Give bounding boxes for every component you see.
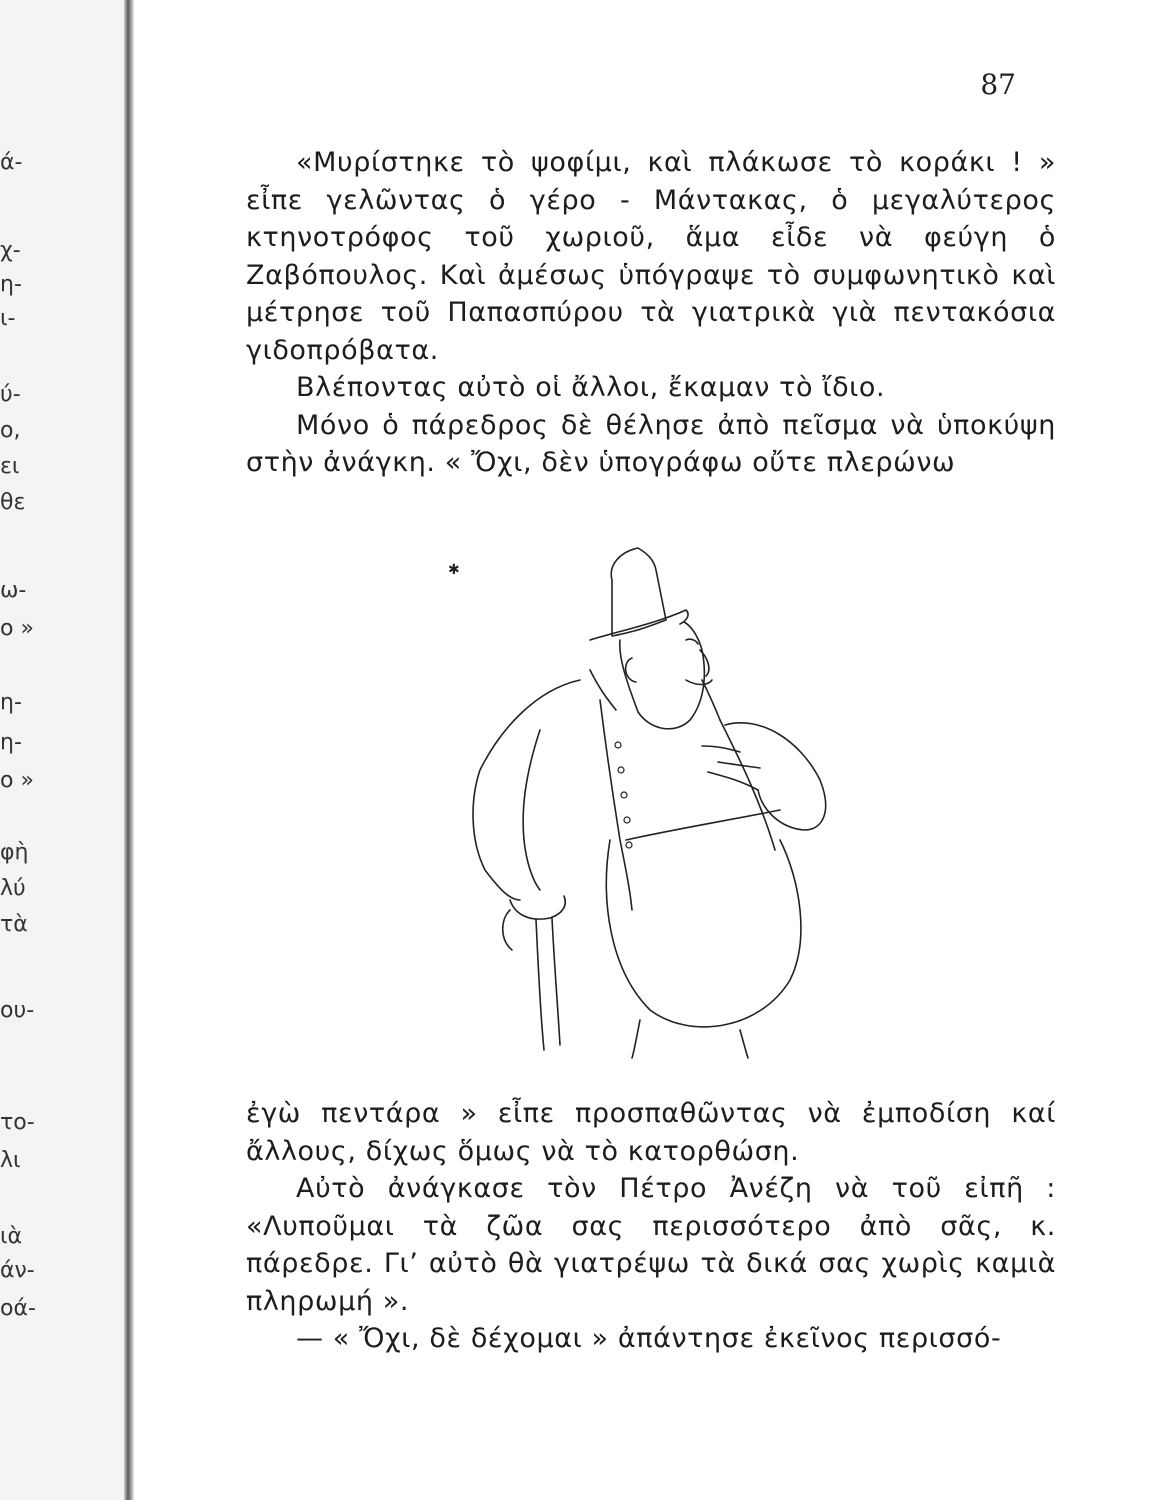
paragraph: Μόνο ὁ πάρεδρος δὲ θέλησε ἀπὸ πεῖσμα νὰ ὑποκύψη στὴν ἀνάγκη. « Ὄχι, δὲν ὑπογράφω οὔτε πλερώνω [246,409,1056,478]
cane [536,918,560,1050]
waist-line [626,810,780,840]
paragraph: ἐγὼ πεντάρα » εἶπε προσπαθῶντας νὰ ἐμποδίση καί ἄλλους, δίχως ὅμως νὰ τὸ κατορθώση. [246,1098,1056,1167]
eye [686,639,698,644]
right-hand [702,746,760,790]
margin-fragment: άν- [0,1258,35,1283]
ink-speck: ✱ [448,562,460,578]
ear [626,658,636,682]
margin-fragment: ο, [0,418,21,443]
margin-fragment: θε [0,490,26,515]
right-arm [725,723,826,830]
collar [590,670,720,720]
margin-fragment: ο » [0,616,34,641]
margin-fragment: χ- [0,238,21,263]
left-arm [473,680,580,900]
margin-fragment: λι [0,1148,21,1173]
left-arm-inner [523,730,540,890]
mustache [686,680,712,685]
margin-fragment: η- [0,730,22,755]
margin-fragment: ι- [0,306,16,331]
margin-fragment: ο » [0,768,34,793]
margin-fragment: τὰ [0,912,28,937]
margin-fragment: το- [0,1110,35,1135]
paragraph: «Μυρίστηκε τὸ ψοφίμι, καὶ πλάκωσε τὸ κοράκι ! » εἶπε γελῶντας ὁ γέρο - Μάντακας, ὁ μεγαλύτερος κτηνοτρόφος τοῦ χωριοῦ, ἅμα εἶδε νὰ φεύγη ὁ Ζαβόπουλος. Καὶ ἀμέσως ὑπόγραψε τὸ συμφωνητικὸ καὶ μέτρησε τοῦ Παπασπύρου τὰ γιατρικὰ γιὰ πεντακόσια γιδοπρόβατα. [246,147,1056,366]
book-binding-edge [124,0,134,1500]
bottom-text-block [246,1095,1056,1358]
top-text-block [246,144,1056,482]
margin-fragment: ου- [0,998,35,1023]
margin-fragment: ω- [0,578,27,603]
paragraph: Βλέποντας αὐτὸ οἱ ἄλλοι, ἔκαμαν τὸ ἴδιο. [296,372,886,403]
margin-fragment: η- [0,690,22,715]
margin-fragment: ει [0,454,20,479]
man-with-cane-illustration [440,540,840,1060]
cane-handle [503,910,512,950]
margin-fragment: φὴ [0,840,29,865]
paragraph: — « Ὄχι, δὲ δέχομαι » ἀπάντησε ἐκεῖνος περισσό- [296,1323,1002,1354]
page-number: 87 [980,68,1016,101]
vest-left [600,700,632,910]
vest-buttons [615,742,632,848]
previous-page-fragments [0,0,60,1500]
hat-brim [590,610,688,640]
paragraph: Αὐτὸ ἀνάγκασε τὸν Πέτρο Ἀνέζη νὰ τοῦ εἰπῆ : «Λυποῦμαι τὰ ζῶα σας περισσότερο ἀπὸ σᾶς, κ. πάρεδρε. Γι’ αὐτὸ θὰ γιατρέψω τὰ δικά σας χωρὶς καμιὰ πληρωμή ». [246,1173,1056,1317]
head [620,622,705,729]
hat [611,548,666,636]
margin-fragment: ά- [0,150,23,175]
margin-fragment: η- [0,272,22,297]
belly [606,840,801,1027]
previous-page-margin [0,0,128,1500]
margin-fragment: οά- [0,1296,36,1321]
margin-fragment: λύ [0,876,26,901]
margin-fragment: ύ- [0,382,21,407]
margin-fragment: ιὰ [0,1224,22,1249]
